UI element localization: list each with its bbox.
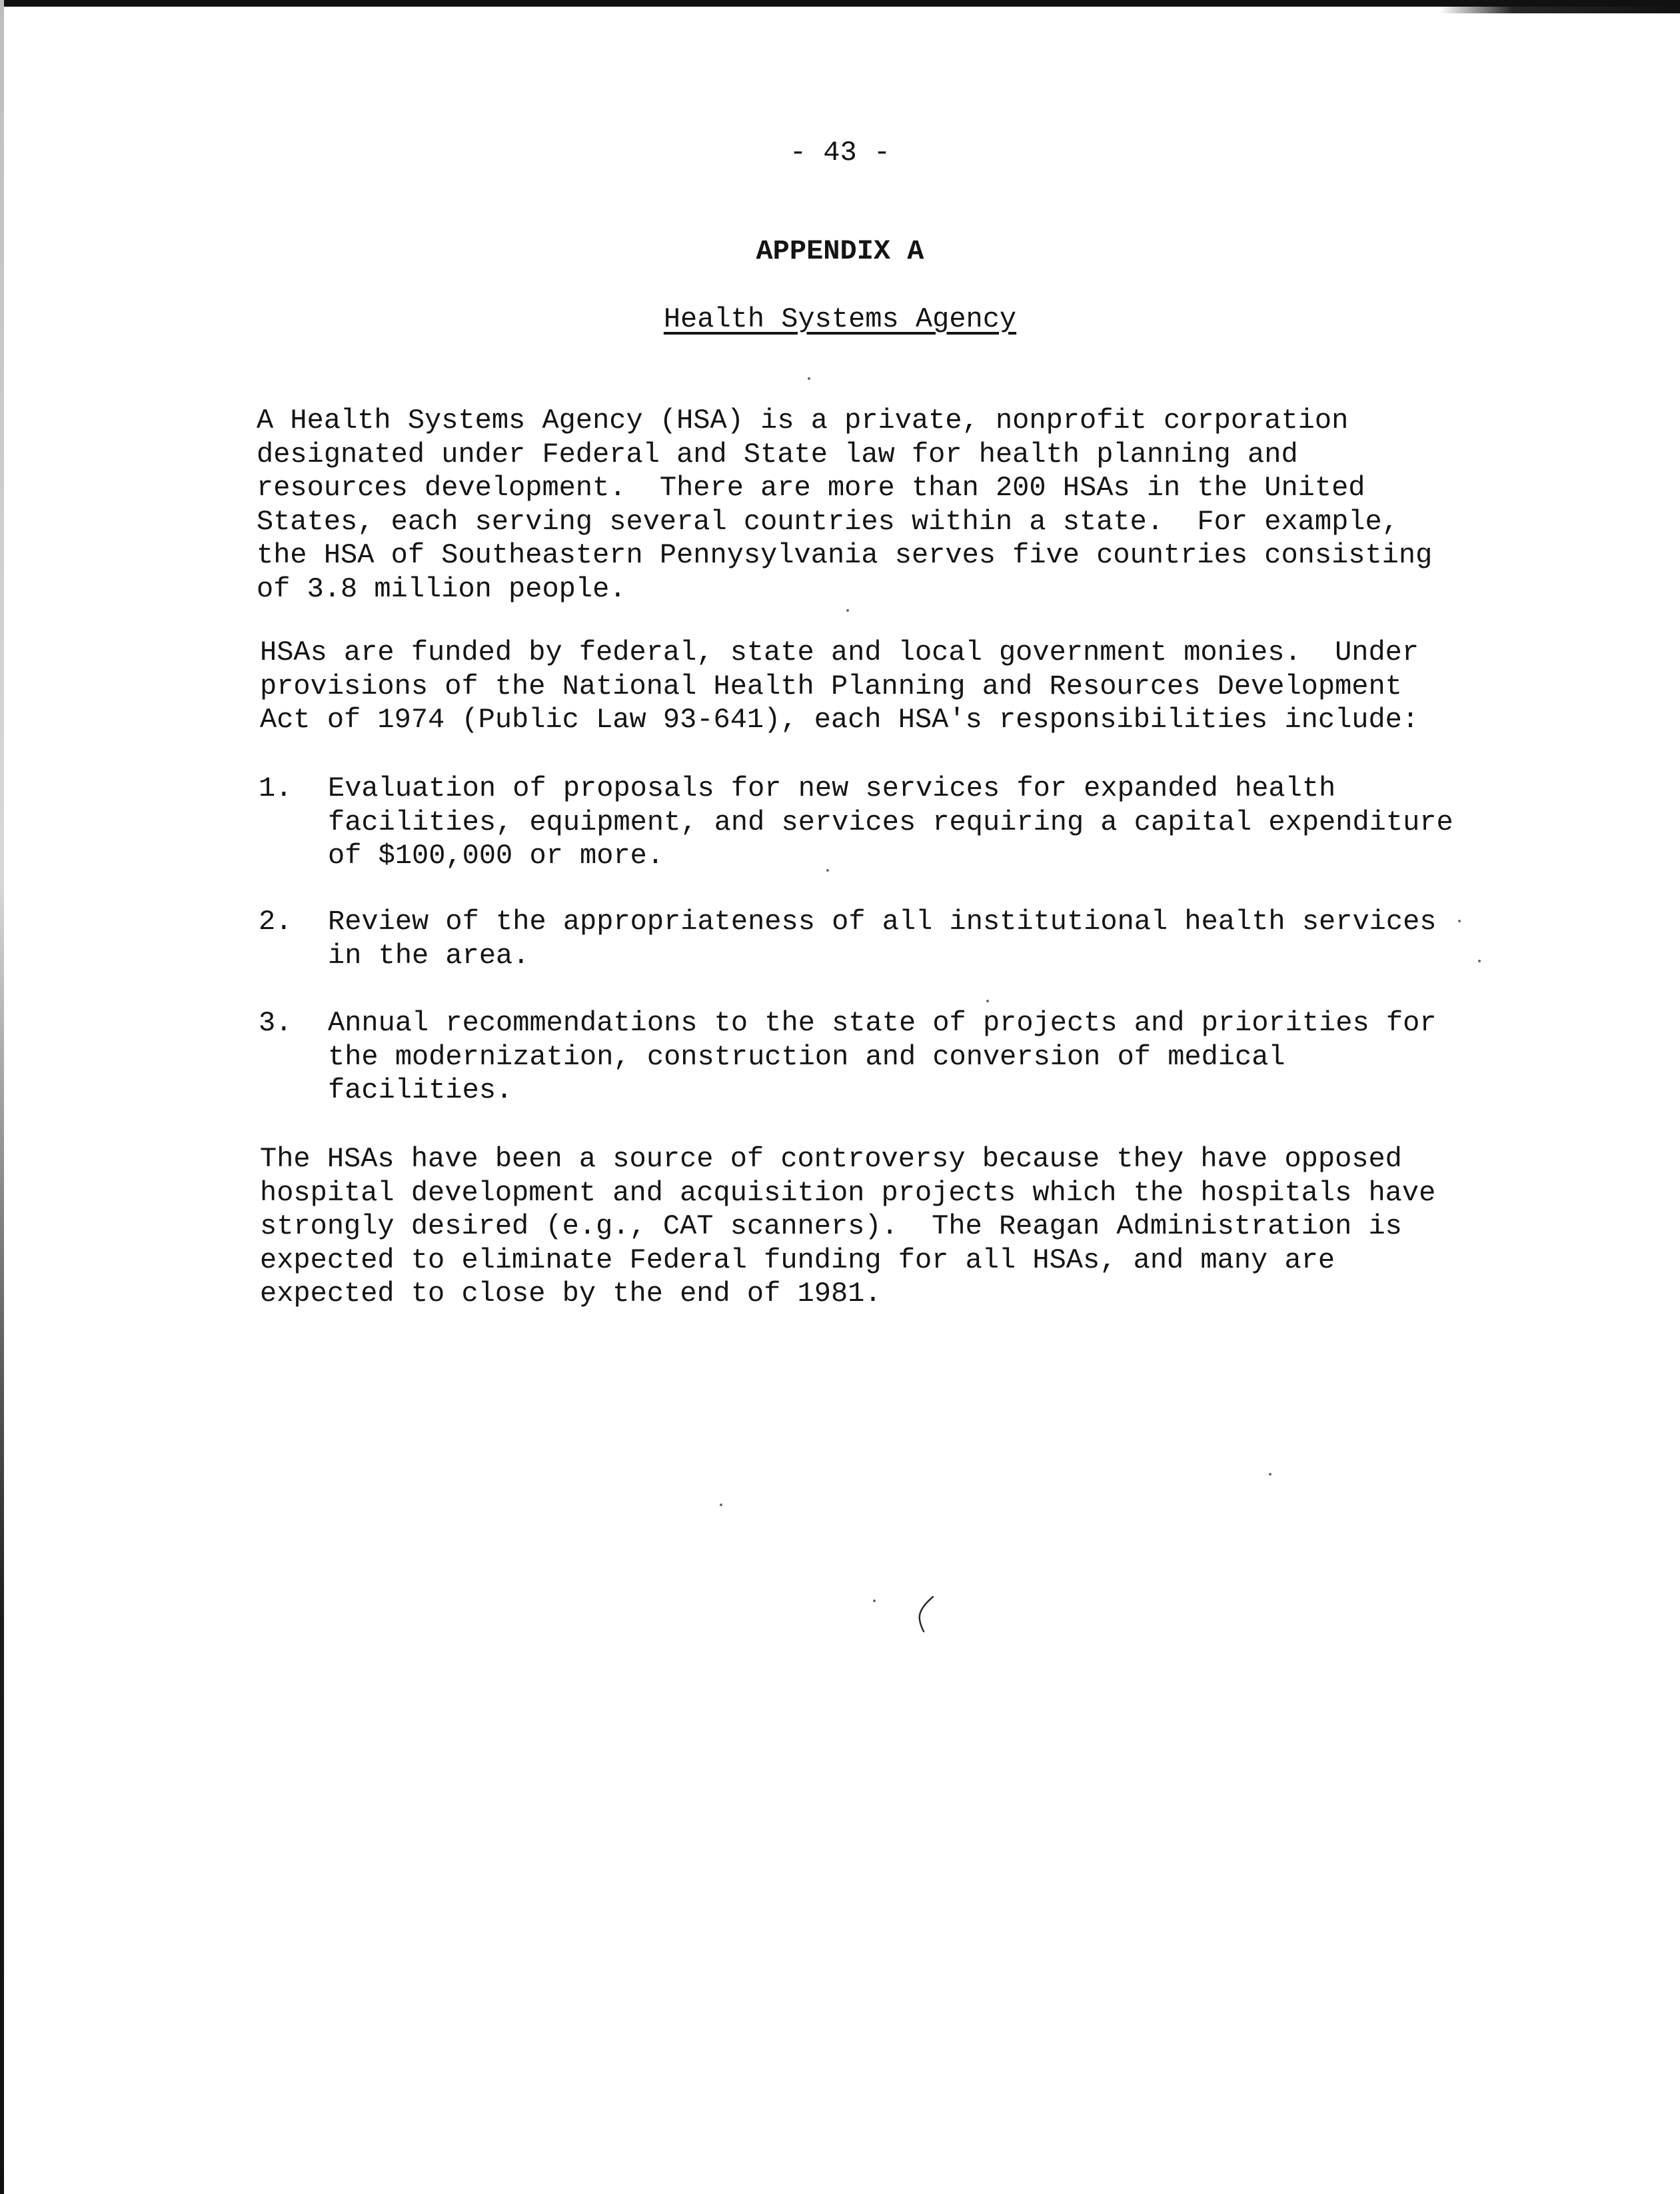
list-item [259, 772, 1453, 873]
section-title: Health Systems Agency [663, 303, 1017, 335]
list-item [259, 1006, 1437, 1108]
scan-speck [826, 869, 829, 872]
scan-speck [986, 1000, 989, 1002]
list-item [259, 905, 1437, 1006]
list-item-text: Annual recommendations to the state of projects and priorities for the modernization, construction and conversion of medical facilities. [328, 1007, 1437, 1106]
controversy-paragraph: The HSAs have been a source of controversy because they have opposed hospital development and acquisition projects which the hospitals have strongly desired (e.g., CAT scanners). The Reagan Administration is expected to eliminate Federal funding for all HSAs, and many are expected to close by the end of 1981. [260, 1143, 1436, 1310]
scan-speck [846, 609, 849, 612]
intro-paragraph: A Health Systems Agency (HSA) is a private, nonprofit corporation designated under Federal and State law for health planning and resources development. There are more than 200 HSAs in the United States, each serving several countries within a state. For example, the HSA of Southeastern Pennysylvania serves five countries consisting of 3.8 million people. [257, 405, 1433, 605]
pen-mark [913, 1594, 940, 1634]
scan-smudge [1440, 0, 1680, 13]
scan-speck [720, 1504, 722, 1506]
scan-speck [1458, 920, 1461, 922]
scan-speck [1478, 960, 1481, 962]
appendix-title: APPENDIX A [756, 235, 924, 267]
funding-paragraph: HSAs are funded by federal, state and local government monies. Under provisions of the National Health Planning and Resources Development Act of 1974 (Public Law 93-641), each HSA's responsibilities include: [260, 636, 1419, 736]
scan-speck [808, 377, 810, 380]
list-item-text: Review of the appropriateness of all institutional health services in the area. [328, 906, 1437, 972]
list-item-number: 3. [259, 1007, 293, 1039]
list-item-number: 2. [259, 906, 293, 938]
list-item-number: 1. [259, 772, 293, 804]
scan-speck [1269, 1473, 1271, 1476]
scan-speck [873, 1600, 876, 1602]
page-number: - 43 - [789, 137, 891, 169]
scan-top-edge [0, 0, 1680, 7]
list-item-text: Evaluation of proposals for new services for expanded health facilities, equipment, and services requiring a capital expenditure of $100,000 or more. [328, 772, 1453, 872]
